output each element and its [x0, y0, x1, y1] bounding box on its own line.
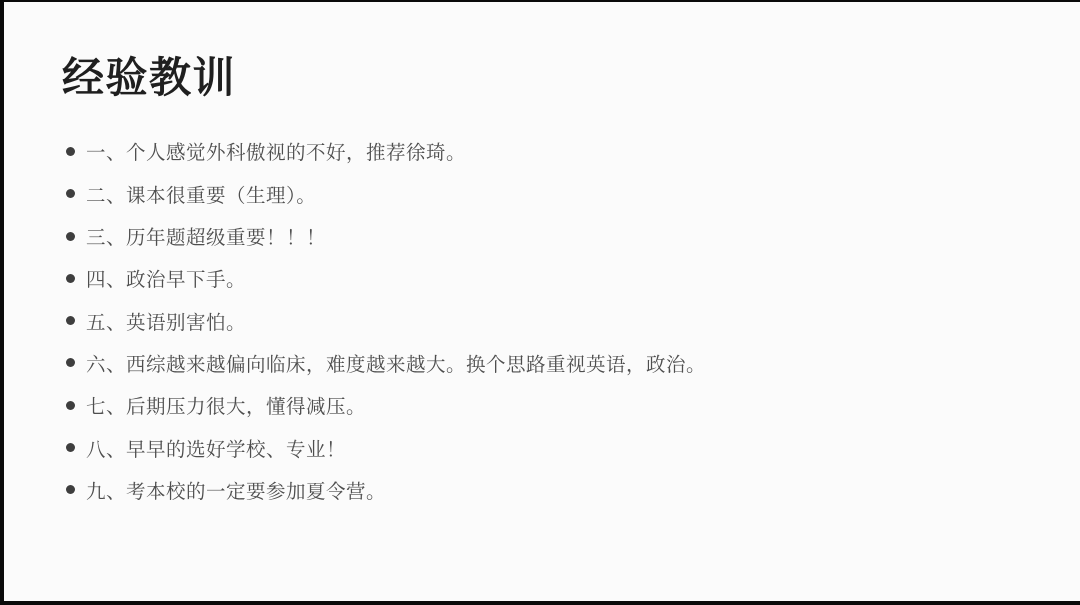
list-item	[66, 215, 1080, 257]
list-item-text: 一、个人感觉外科傲视的不好，推荐徐琦。	[86, 142, 467, 165]
bullet-dot-icon	[66, 189, 75, 198]
bullet-dot-icon	[66, 485, 75, 494]
list-item-text: 八、早早的选好学校、专业！	[86, 438, 347, 461]
list-item	[66, 469, 1080, 511]
list-item	[66, 299, 1080, 341]
list-item-text: 五、英语别害怕。	[86, 311, 247, 334]
list-item-text: 六、西综越来越偏向临床，难度越来越大。换个思路重视英语，政治。	[86, 353, 707, 376]
bullet-dot-icon	[66, 316, 75, 325]
list-item	[66, 130, 1080, 172]
list-item-text: 三、历年题超级重要！！！	[86, 227, 327, 250]
list-item	[66, 426, 1080, 468]
list-item-text: 四、政治早下手。	[86, 269, 247, 292]
list-item	[66, 173, 1080, 215]
bullet-dot-icon	[66, 232, 75, 241]
list-item	[66, 342, 1080, 384]
list-item	[66, 257, 1080, 299]
slide	[4, 2, 1080, 601]
bullet-dot-icon	[66, 358, 75, 367]
list-item-text: 七、后期压力很大，懂得减压。	[86, 396, 367, 419]
bullet-dot-icon	[66, 443, 75, 452]
bullet-list	[66, 130, 1080, 511]
bullet-dot-icon	[66, 147, 75, 156]
bullet-dot-icon	[66, 274, 75, 283]
list-item-text: 九、考本校的一定要参加夏令营。	[86, 480, 387, 503]
list-item	[66, 384, 1080, 426]
bullet-dot-icon	[66, 401, 75, 410]
slide-title: 经验教训	[62, 54, 237, 101]
list-item-text: 二、课本很重要（生理）。	[86, 184, 317, 207]
